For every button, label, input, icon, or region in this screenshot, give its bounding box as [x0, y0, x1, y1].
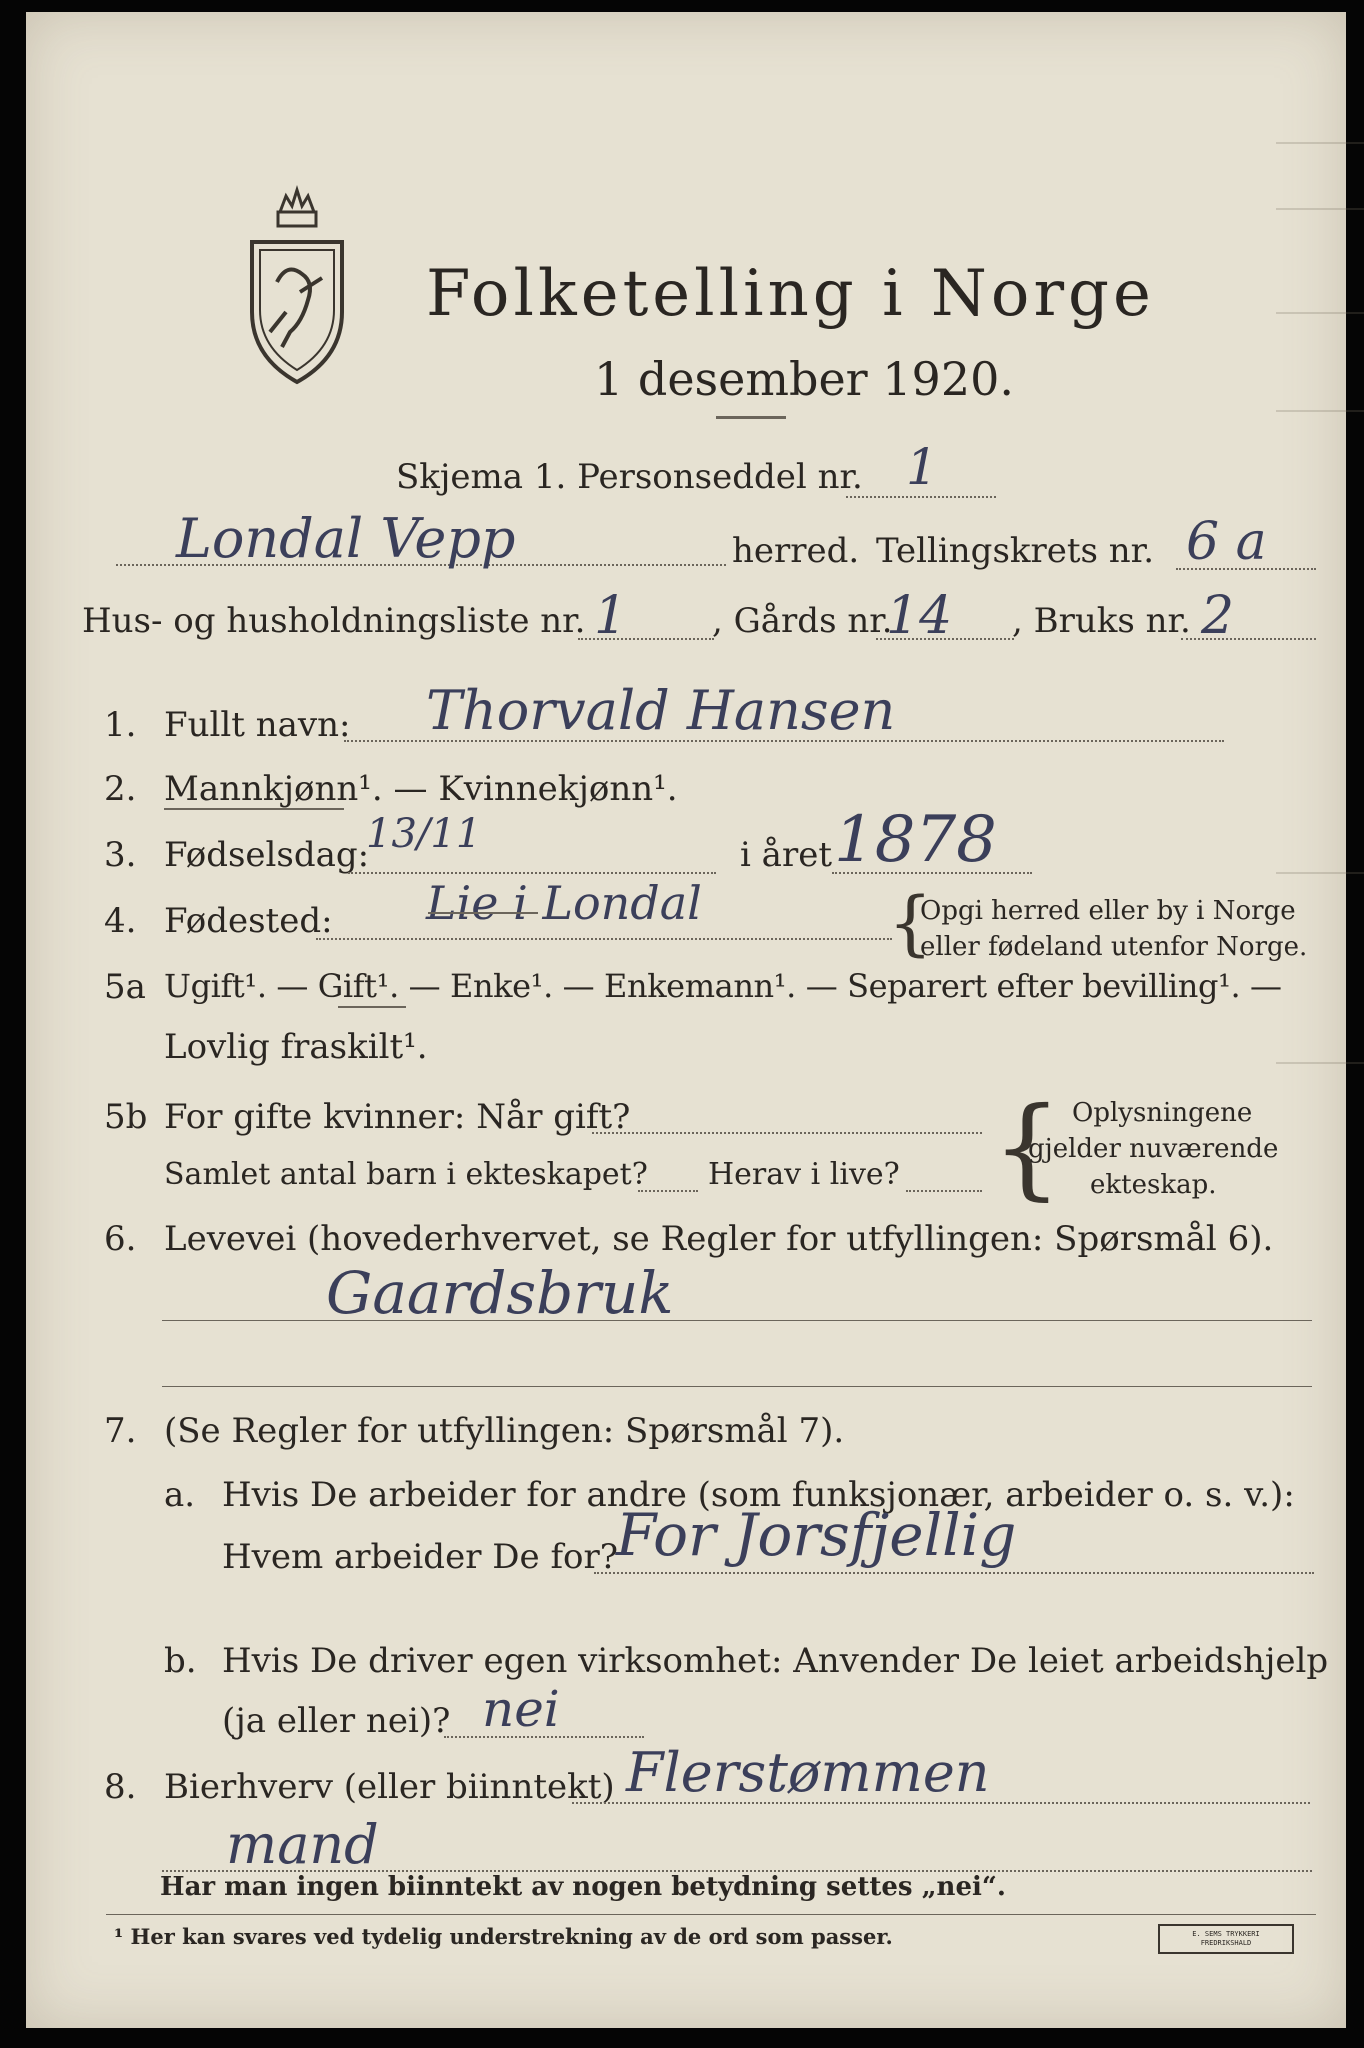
q6-field-line2	[162, 1386, 1312, 1387]
q8-value-line1: Flerstømmen	[626, 1741, 990, 1804]
q5b-number: 5b	[104, 1097, 148, 1137]
q4-label: Fødested:	[164, 901, 333, 941]
q7a-value: For Jorsfjellig	[616, 1501, 1017, 1569]
q7b-label2: (ja eller nei)?	[222, 1701, 451, 1741]
bruks-value: 2	[1201, 586, 1235, 646]
personseddel-field	[846, 496, 996, 498]
q2-text: Mannkjønn¹. — Kvinnekjønn¹.	[164, 769, 678, 809]
q5b-label3: Herav i live?	[708, 1157, 900, 1192]
schema-label: Skjema 1. Personseddel nr.	[396, 457, 863, 497]
q3-year-value: 1878	[834, 803, 997, 877]
gards-label: , Gårds nr.	[712, 601, 893, 641]
q5b-label1: For gifte kvinner: Når gift?	[164, 1097, 631, 1137]
q4-field	[316, 938, 892, 940]
q7a-label1: Hvis De arbeider for andre (som funksjonær, arbeider o. s. v.):	[222, 1475, 1295, 1515]
biinntekt-note: Har man ingen biinntekt av nogen betydning settes „nei“.	[160, 1872, 1006, 1902]
bleed-through-line	[1276, 312, 1364, 314]
q5b-note-line3: ekteskap.	[1090, 1170, 1217, 1200]
bleed-through-line	[1276, 410, 1364, 412]
tellingskrets-label: Tellingskrets nr.	[876, 531, 1155, 571]
q3-date-field	[348, 872, 716, 874]
q3-year-label: i året	[740, 835, 832, 875]
form-title: Folketelling i Norge	[426, 257, 1155, 331]
herred-value: Londal Vepp	[176, 507, 516, 570]
q1-label: Fullt navn:	[164, 705, 351, 745]
gards-value: 14	[886, 586, 953, 646]
q7a-field	[594, 1572, 1314, 1574]
q7b-number: b.	[164, 1641, 197, 1681]
q3-label: Fødselsdag:	[164, 835, 370, 875]
q8-number: 8.	[104, 1767, 137, 1807]
q1-value: Thorvald Hansen	[426, 679, 896, 742]
herred-label: herred.	[732, 531, 860, 571]
q2-underline-mannkjonn	[164, 808, 344, 810]
census-form-page	[26, 12, 1346, 2028]
q4-strikeout	[428, 912, 538, 914]
q4-value: Lie i Londal	[426, 876, 702, 930]
bleed-through-line	[1276, 208, 1364, 210]
q7-number: 7.	[104, 1411, 137, 1451]
q7b-value: nei	[482, 1680, 560, 1738]
q6-number: 6.	[104, 1219, 137, 1259]
q7a-number: a.	[164, 1475, 196, 1515]
q7a-label2: Hvem arbeider De for?	[222, 1537, 618, 1577]
q6-value: Gaardsbruk	[326, 1259, 674, 1327]
q5a-number: 5a	[104, 967, 146, 1007]
printer-stamp	[1158, 1924, 1294, 1954]
coat-of-arms-icon	[242, 182, 352, 392]
q6-label: Levevei (hovederhvervet, se Regler for utfyllingen: Spørsmål 6).	[164, 1219, 1274, 1259]
q2-number: 2.	[104, 769, 137, 809]
q4-note-brace: {	[888, 882, 933, 964]
footnote: ¹ Her kan svares ved tydelig understrekning av de ord som passer.	[114, 1924, 893, 1949]
bleed-through-line	[1276, 142, 1364, 144]
q5b-note-line2: gjelder nuværende	[1028, 1134, 1279, 1164]
printer-stamp-text: E. SEMS TRYKKERI FREDRIKSHALD	[1192, 1930, 1260, 1947]
q5b-nar-gift-field	[592, 1132, 982, 1134]
census-date: 1 desember 1920.	[594, 352, 1014, 406]
q3-number: 3.	[104, 835, 137, 875]
q7-label: (Se Regler for utfyllingen: Spørsmål 7).	[164, 1411, 845, 1451]
q8-value-line2: mand	[226, 1813, 379, 1876]
footnote-divider	[106, 1914, 1316, 1915]
q5b-note-line1: Oplysningene	[1072, 1098, 1253, 1128]
q4-note-line2: eller fødeland utenfor Norge.	[920, 932, 1308, 962]
title-divider	[716, 416, 786, 419]
q7b-label1: Hvis De driver egen virksomhet: Anvender De leiet arbeidshjelp	[222, 1641, 1329, 1681]
q5b-i-live-field	[906, 1190, 982, 1192]
q5b-note-brace: {	[992, 1083, 1062, 1211]
hus-label: Hus- og husholdningsliste nr.	[82, 601, 586, 641]
q1-number: 1.	[104, 705, 137, 745]
bleed-through-line	[1276, 872, 1364, 874]
q5a-text: Ugift¹. — Gift¹. — Enke¹. — Enkemann¹. — Separert efter bevilling¹. —	[164, 967, 1282, 1005]
q4-note-line1: Opgi herred eller by i Norge	[920, 896, 1296, 926]
q5b-label2: Samlet antal barn i ekteskapet?	[164, 1157, 648, 1192]
q5b-barn-field	[638, 1190, 698, 1192]
tellingskrets-value: 6 a	[1186, 512, 1267, 572]
hus-value: 1	[594, 586, 628, 646]
q5a-text2: Lovlig fraskilt¹.	[164, 1027, 428, 1067]
q4-number: 4.	[104, 901, 137, 941]
bleed-through-line	[1276, 1062, 1364, 1064]
q8-label: Bierhverv (eller biinntekt)	[164, 1767, 615, 1807]
personseddel-number: 1	[906, 438, 938, 496]
q3-date-value: 13/11	[366, 811, 482, 857]
bruks-label: , Bruks nr.	[1012, 601, 1191, 641]
q5a-underline-gift	[338, 1006, 406, 1008]
